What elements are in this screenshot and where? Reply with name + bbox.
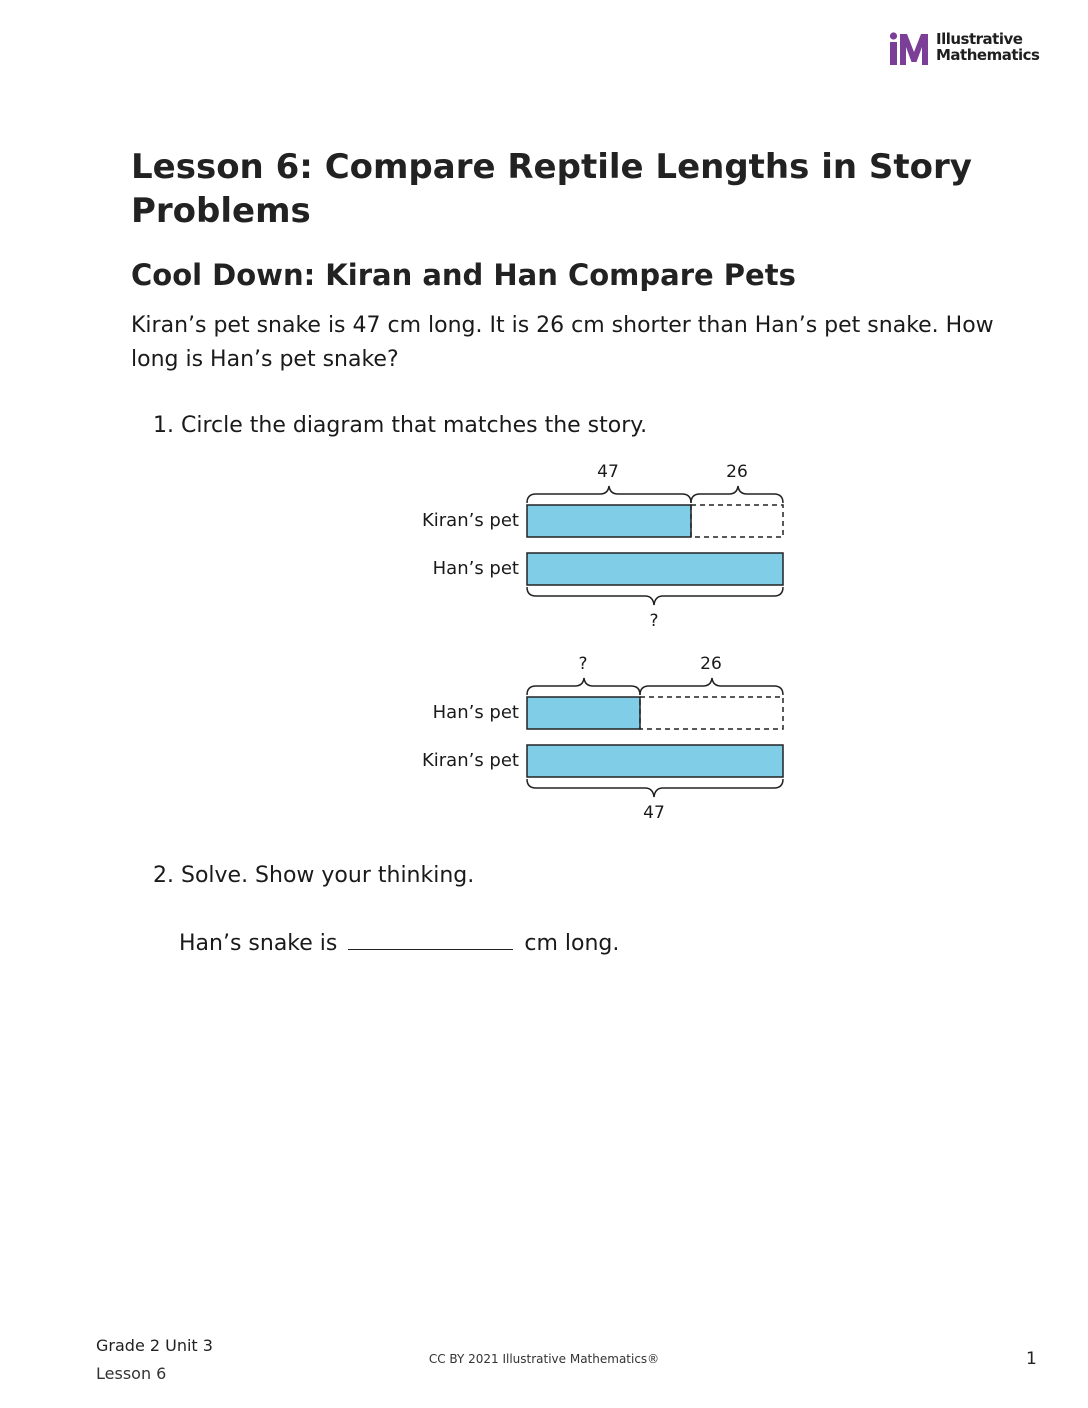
footer-lesson: Lesson 6 xyxy=(96,1364,167,1383)
diagram-2-top-brace-2 xyxy=(640,678,783,695)
diagram-1-bottom-label: ? xyxy=(649,611,659,631)
diagram-2-row-1-dashed-part xyxy=(640,697,783,729)
diagram-1-bottom-brace xyxy=(527,587,783,605)
diagram-2[interactable] xyxy=(422,654,783,823)
diagram-1-row-1-label: Kiran’s pet xyxy=(421,510,519,531)
answer-prefix: Han’s snake is xyxy=(179,931,338,956)
lesson-title: Lesson 6: Compare Reptile Lengths in Story Problems xyxy=(131,147,972,231)
diagram-2-top-label-1: ? xyxy=(578,654,588,674)
diagram-2-row-1-bar xyxy=(527,697,640,729)
diagram-2-top-label-2: 26 xyxy=(700,654,722,674)
logo-line-2: Mathematics xyxy=(936,46,1040,64)
diagram-2-row-2-bar xyxy=(527,745,783,777)
answer-sentence xyxy=(179,927,619,959)
diagram-1-top-brace-1 xyxy=(527,486,691,503)
question-1: 1. Circle the diagram that matches the story. xyxy=(153,413,648,438)
diagram-1-row-1-bar xyxy=(527,505,691,537)
diagram-1-row-2-label: Han’s pet xyxy=(432,558,519,579)
footer-grade-unit: Grade 2 Unit 3 xyxy=(96,1336,213,1355)
diagram-2-bottom-brace xyxy=(527,779,783,797)
diagram-1[interactable] xyxy=(422,462,783,631)
story-problem: Kiran’s pet snake is 47 cm long. It is 26 cm shorter than Han’s pet snake. How long is Han’s pet snake? xyxy=(131,313,994,372)
question-2: 2. Solve. Show your thinking. xyxy=(153,863,475,888)
diagram-1-row-1-dashed-part xyxy=(691,505,783,537)
answer-blank[interactable] xyxy=(348,927,513,950)
page-number: 1 xyxy=(1026,1349,1037,1369)
diagram-2-row-2-label: Kiran’s pet xyxy=(421,750,519,771)
cool-down-title: Cool Down: Kiran and Han Compare Pets xyxy=(131,258,796,292)
diagram-2-bottom-label: 47 xyxy=(643,803,665,823)
diagram-1-top-label-2: 26 xyxy=(726,462,748,482)
diagram-2-top-brace-1 xyxy=(527,678,640,695)
footer-copyright: CC BY 2021 Illustrative Mathematics® xyxy=(428,1352,660,1366)
answer-suffix: cm long. xyxy=(524,931,620,956)
logo-line-1: Illustrative xyxy=(936,30,1023,48)
diagram-1-top-brace-2 xyxy=(691,486,783,503)
diagram-1-top-label-1: 47 xyxy=(597,462,619,482)
diagram-2-row-1-label: Han’s pet xyxy=(432,702,519,723)
diagram-1-row-2-bar xyxy=(527,553,783,585)
